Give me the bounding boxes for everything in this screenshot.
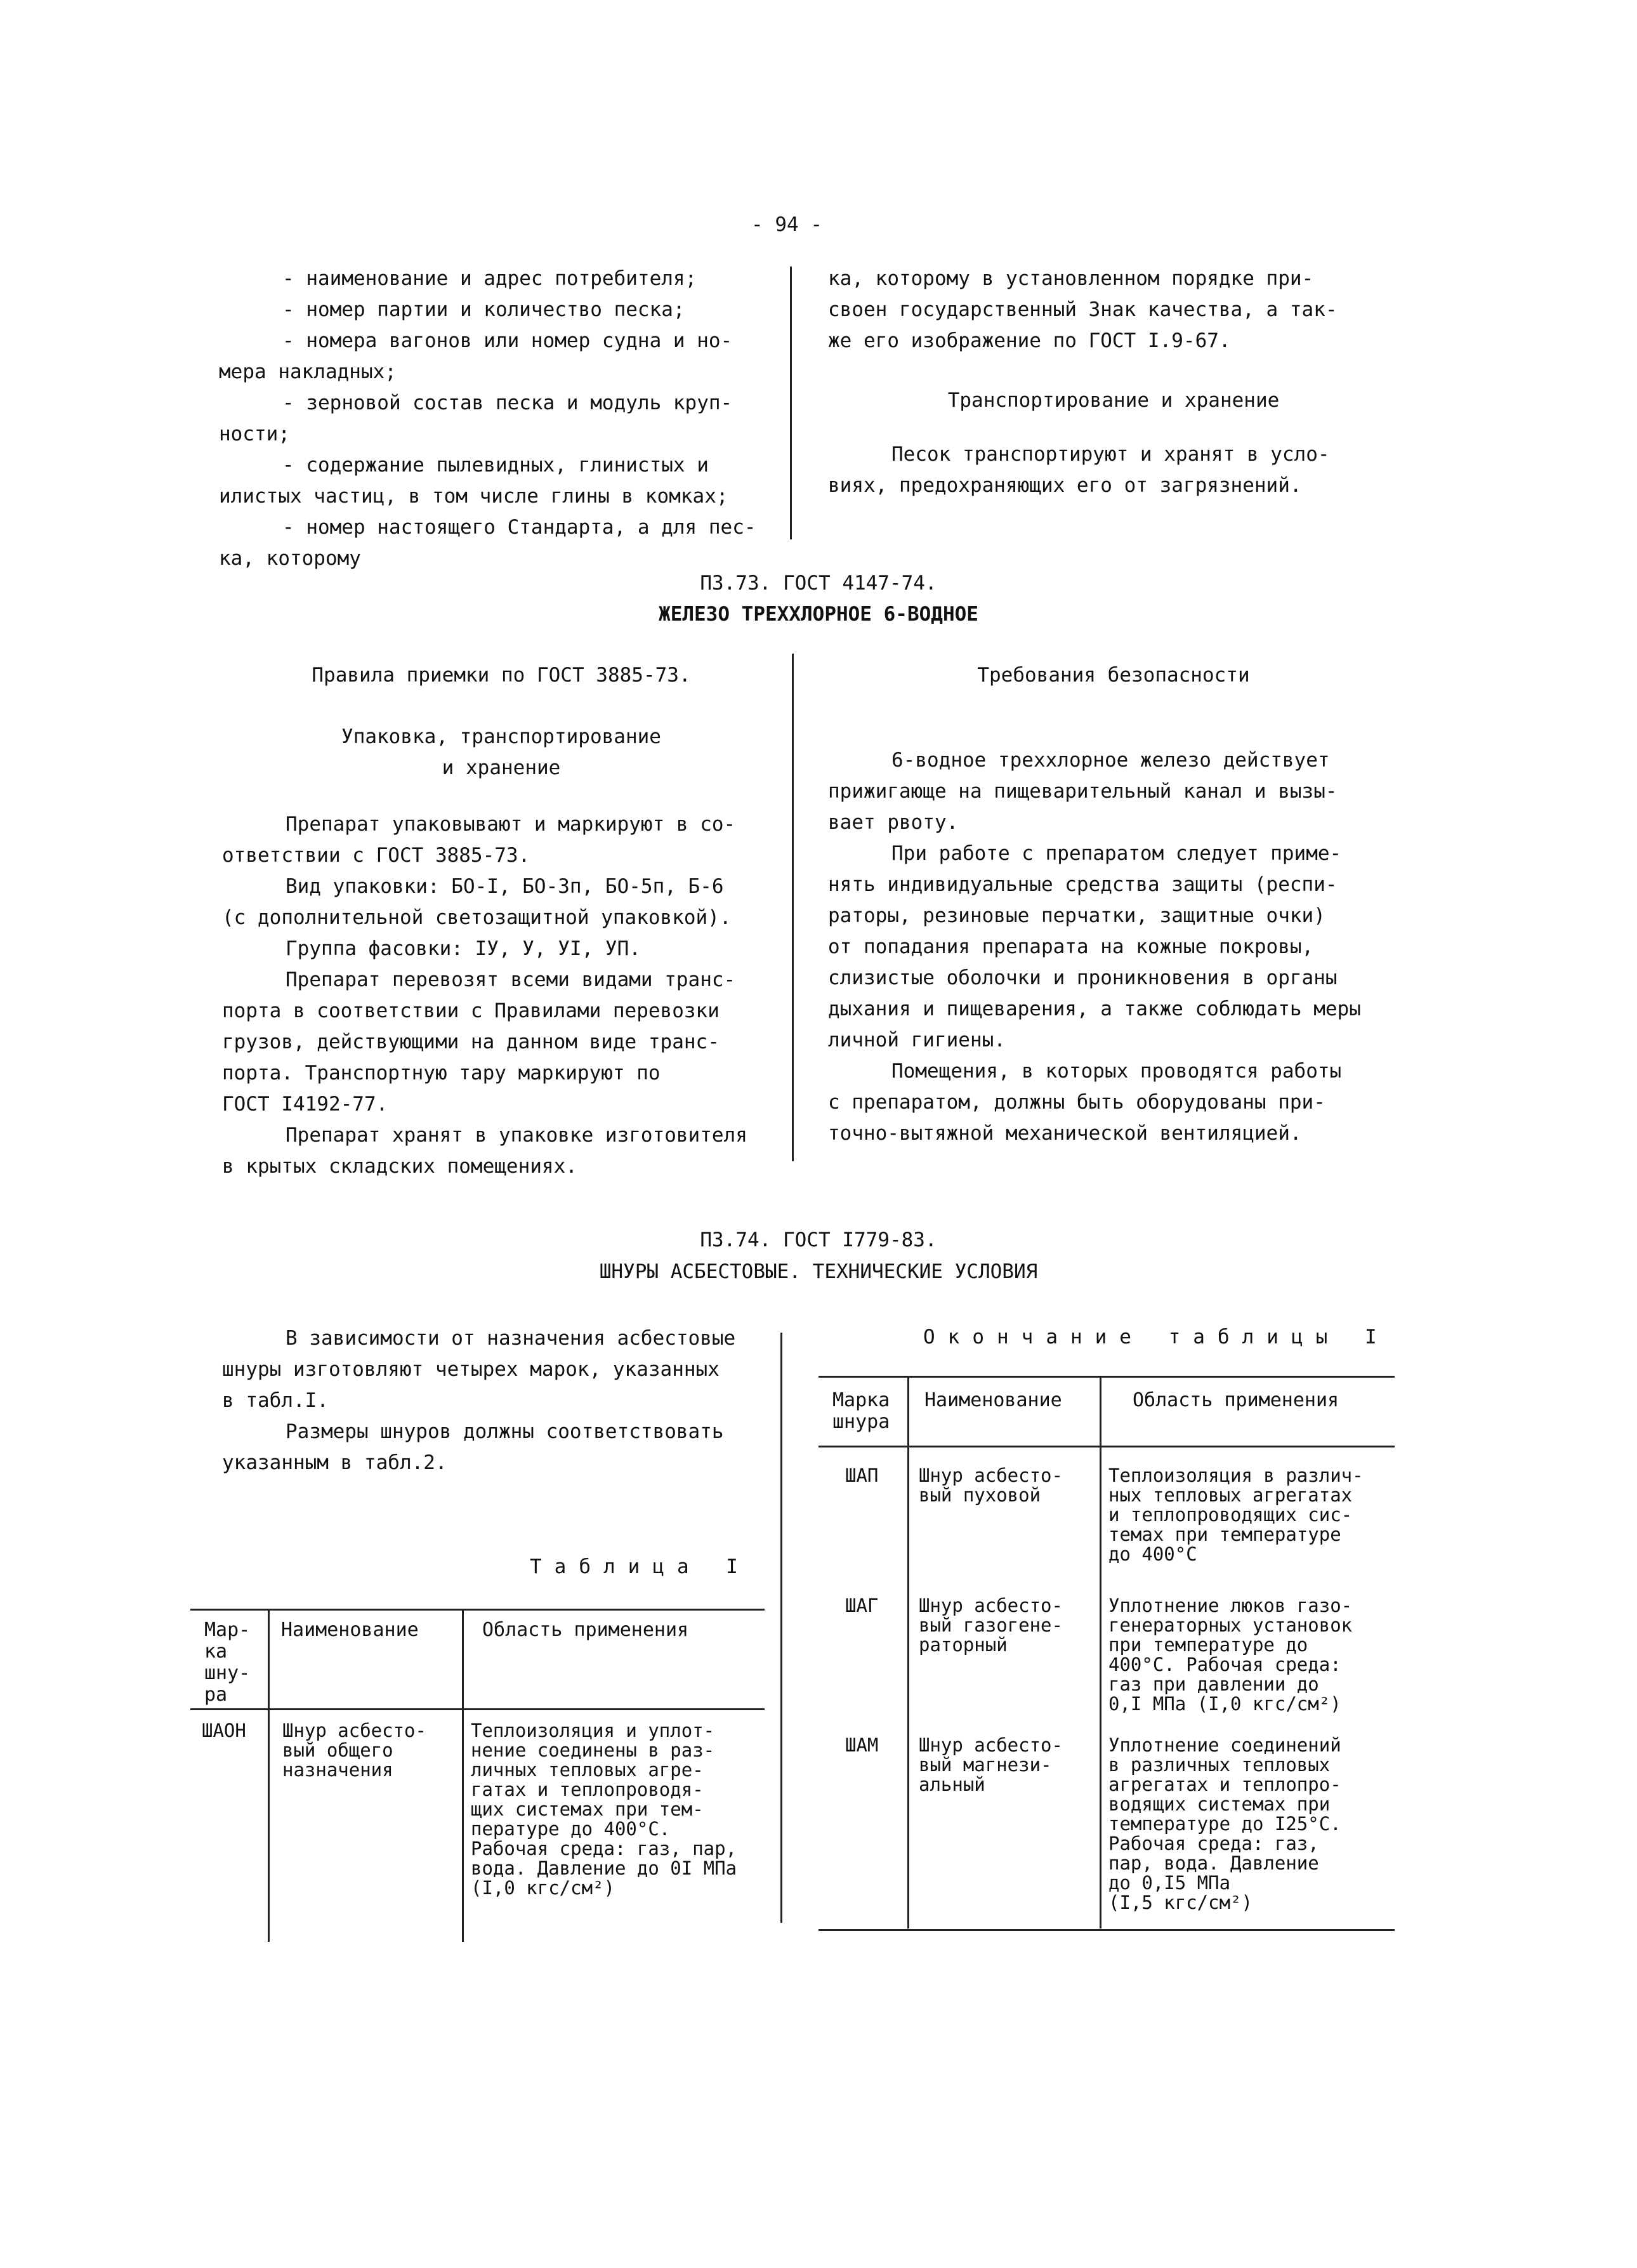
table-cell-mark: ШАОН (202, 1720, 246, 1741)
text-line: Препарат перевозят всеми видами транс- (286, 968, 736, 991)
subheading: Упаковка, транспортирование (341, 725, 661, 748)
subheading: и хранение (442, 756, 561, 779)
text-line: ГОСТ I4192-77. (222, 1093, 388, 1116)
text-line: слизистые оболочки и проникновения в органы (828, 966, 1338, 989)
page-number: - 94 - (751, 213, 822, 236)
text-line: точно-вытяжной механической вентиляцией. (828, 1122, 1302, 1145)
text-line: Вид упаковки: БО-I, БО-3п, БО-5п, Б-6 (286, 875, 724, 898)
table-caption: Таблица I (530, 1555, 751, 1578)
table-cell-name: Шнур асбесто- вый пуховой (919, 1465, 1063, 1506)
section-heading: Транспортирование и хранение (947, 389, 1280, 412)
table-col-line (268, 1611, 270, 1942)
table-col-line (1100, 1378, 1101, 1928)
table-cell-mark: ШАГ (845, 1595, 879, 1616)
text-line: же его изображение по ГОСТ I.9-67. (828, 329, 1231, 352)
table-col-line (462, 1611, 464, 1942)
text-line: Помещения, в которых проводятся работы (891, 1060, 1342, 1083)
text-line: указанным в табл.2. (222, 1451, 447, 1474)
table-cell-name: Шнур асбесто- вый общего назначения (282, 1720, 426, 1781)
table-rule (818, 1376, 1395, 1378)
text-line: от попадания препарата на кожные покровы, (828, 935, 1314, 958)
section-title: П3.73. ГОСТ 4147-74. (700, 572, 937, 595)
text-line: - зерновой состав песка и модуль круп- (282, 392, 733, 414)
text-line: личной гигиены. (828, 1029, 1006, 1052)
text-line: с препаратом, должны быть оборудованы при- (828, 1091, 1325, 1114)
table-cell-area: Теплоизоляция и уплот- нение соединены в раз- личных тепловых агре- гатах и теплопроводя- щих системах при тем- пературе до 400°С. Рабочая среда: газ, пар, вода. Давление до 0I МПа (I,0 кгс/см²) (471, 1720, 737, 1899)
table-header-mark: Мар- ка шну- ра (204, 1619, 251, 1706)
table-header-mark: Марка шнура (832, 1389, 890, 1433)
text-line: - содержание пылевидных, глинистых и (282, 454, 709, 477)
table-rule (190, 1609, 765, 1611)
text-line: грузов, действующими на данном виде транс- (222, 1031, 720, 1053)
table-cell-area: Уплотнение соединений в различных тепловых агрегатах и теплопро- водящих системах при температуре до I25°С. Рабочая среда: газ, пар, вода. Давление до 0,I5 МПа (I,5 кгс/см²) (1108, 1734, 1341, 1913)
text-line: 6-водное треххлорное железо действует (891, 749, 1330, 772)
table-col-line (907, 1378, 909, 1928)
sec74-intro (222, 1323, 780, 1479)
text-line: илистых частиц, в том числе глины в комках; (219, 485, 728, 508)
rules-line: Правила приемки по ГОСТ 3885-73. (312, 664, 691, 687)
text-line: - номер партии и количество песка; (282, 298, 685, 321)
section-subtitle: ШНУРЫ АСБЕСТОВЫЕ. ТЕХНИЧЕСКИЕ УСЛОВИЯ (599, 1260, 1038, 1283)
text-line: вает рвоту. (828, 811, 959, 834)
text-line: При работе с препаратом следует приме- (891, 842, 1342, 865)
text-line: дыхания и пищеварения, а также соблюдать меры (828, 998, 1361, 1020)
table-header-name: Наименование (924, 1389, 1062, 1411)
text-line: порта в соответствии с Правилами перевозки (222, 999, 720, 1022)
text-line: Препарат хранят в упаковке изготовителя (286, 1124, 747, 1147)
text-line: - номера вагонов или номер судна и но- (282, 329, 733, 352)
sec73-right-column (828, 660, 1399, 1149)
text-line: Песок транспортируют и хранят в усло- (891, 443, 1330, 466)
text-line: виях, предохраняющих его от загрязнений. (828, 474, 1302, 497)
table-cell-name: Шнур асбесто- вый магнези- альный (919, 1734, 1063, 1795)
table-rule (190, 1708, 765, 1710)
text-line: нять индивидуальные средства защиты (респи- (828, 873, 1338, 896)
text-line: Размеры шнуров должны соответствовать (286, 1420, 724, 1443)
sec73-left-column (222, 660, 780, 1182)
text-line: своен государственный Знак качества, а так- (828, 298, 1338, 321)
text-line: в табл.I. (222, 1389, 329, 1412)
column-divider (790, 267, 792, 539)
text-line: порта. Транспортную тару маркируют по (222, 1062, 661, 1085)
text-line: - наименование и адрес потребителя; (282, 267, 697, 290)
text-line: прижигающе на пищеварительный канал и вызы- (828, 780, 1338, 803)
top-left-column (219, 263, 777, 574)
table-header-area: Область применения (482, 1619, 689, 1641)
table-cell-area: Уплотнение люков газо- генераторных установок при температуре до 400°С. Рабочая среда: газ при давлении до 0,I МПа (I,0 кгс/см²) (1108, 1595, 1353, 1715)
table-header-area: Область применения (1133, 1389, 1339, 1411)
text-line: (с дополнительной светозащитной упаковкой). (222, 906, 732, 929)
text-line: ности; (219, 423, 290, 445)
text-line: Группа фасовки: IУ, У, УI, УП. (286, 937, 641, 960)
table-cell-mark: ШАП (845, 1465, 879, 1486)
section-subtitle: ЖЕЛЕЗО ТРЕХХЛОРНОЕ 6-ВОДНОЕ (659, 603, 978, 626)
text-line: - номер настоящего Стандарта, а для пес- (282, 516, 756, 539)
column-divider (780, 1333, 782, 1923)
text-line: шнуры изготовляют четырех марок, указанных (222, 1358, 720, 1381)
text-line: В зависимости от назначения асбестовые (286, 1327, 736, 1350)
subheading: Требования безопасности (977, 664, 1250, 687)
text-line: ка, которому (219, 547, 361, 570)
text-line: ка, которому в установленном порядке при- (828, 267, 1314, 290)
table-rule (818, 1929, 1395, 1931)
text-line: Препарат упаковывают и маркируют в со- (286, 813, 736, 836)
table-cell-mark: ШАМ (845, 1734, 879, 1756)
table-rule (818, 1446, 1395, 1447)
table-cell-area: Теплоизоляция в различ- ных тепловых агрегатах и теплопроводящих сис- темах при температуре до 400°С (1108, 1465, 1364, 1565)
text-line: раторы, резиновые перчатки, защитные очки) (828, 904, 1325, 927)
text-line: мера накладных; (219, 360, 397, 383)
top-right-column (828, 263, 1399, 501)
column-divider (792, 654, 794, 1161)
section-title: П3.74. ГОСТ I779-83. (700, 1229, 937, 1251)
text-line: в крытых складских помещениях. (222, 1155, 577, 1178)
table-caption: Окончание таблицы I (923, 1326, 1390, 1348)
table-header-name: Наименование (281, 1619, 419, 1641)
table-cell-name: Шнур асбесто- вый газогене- раторный (919, 1595, 1063, 1656)
text-line: ответствии с ГОСТ 3885-73. (222, 844, 530, 867)
